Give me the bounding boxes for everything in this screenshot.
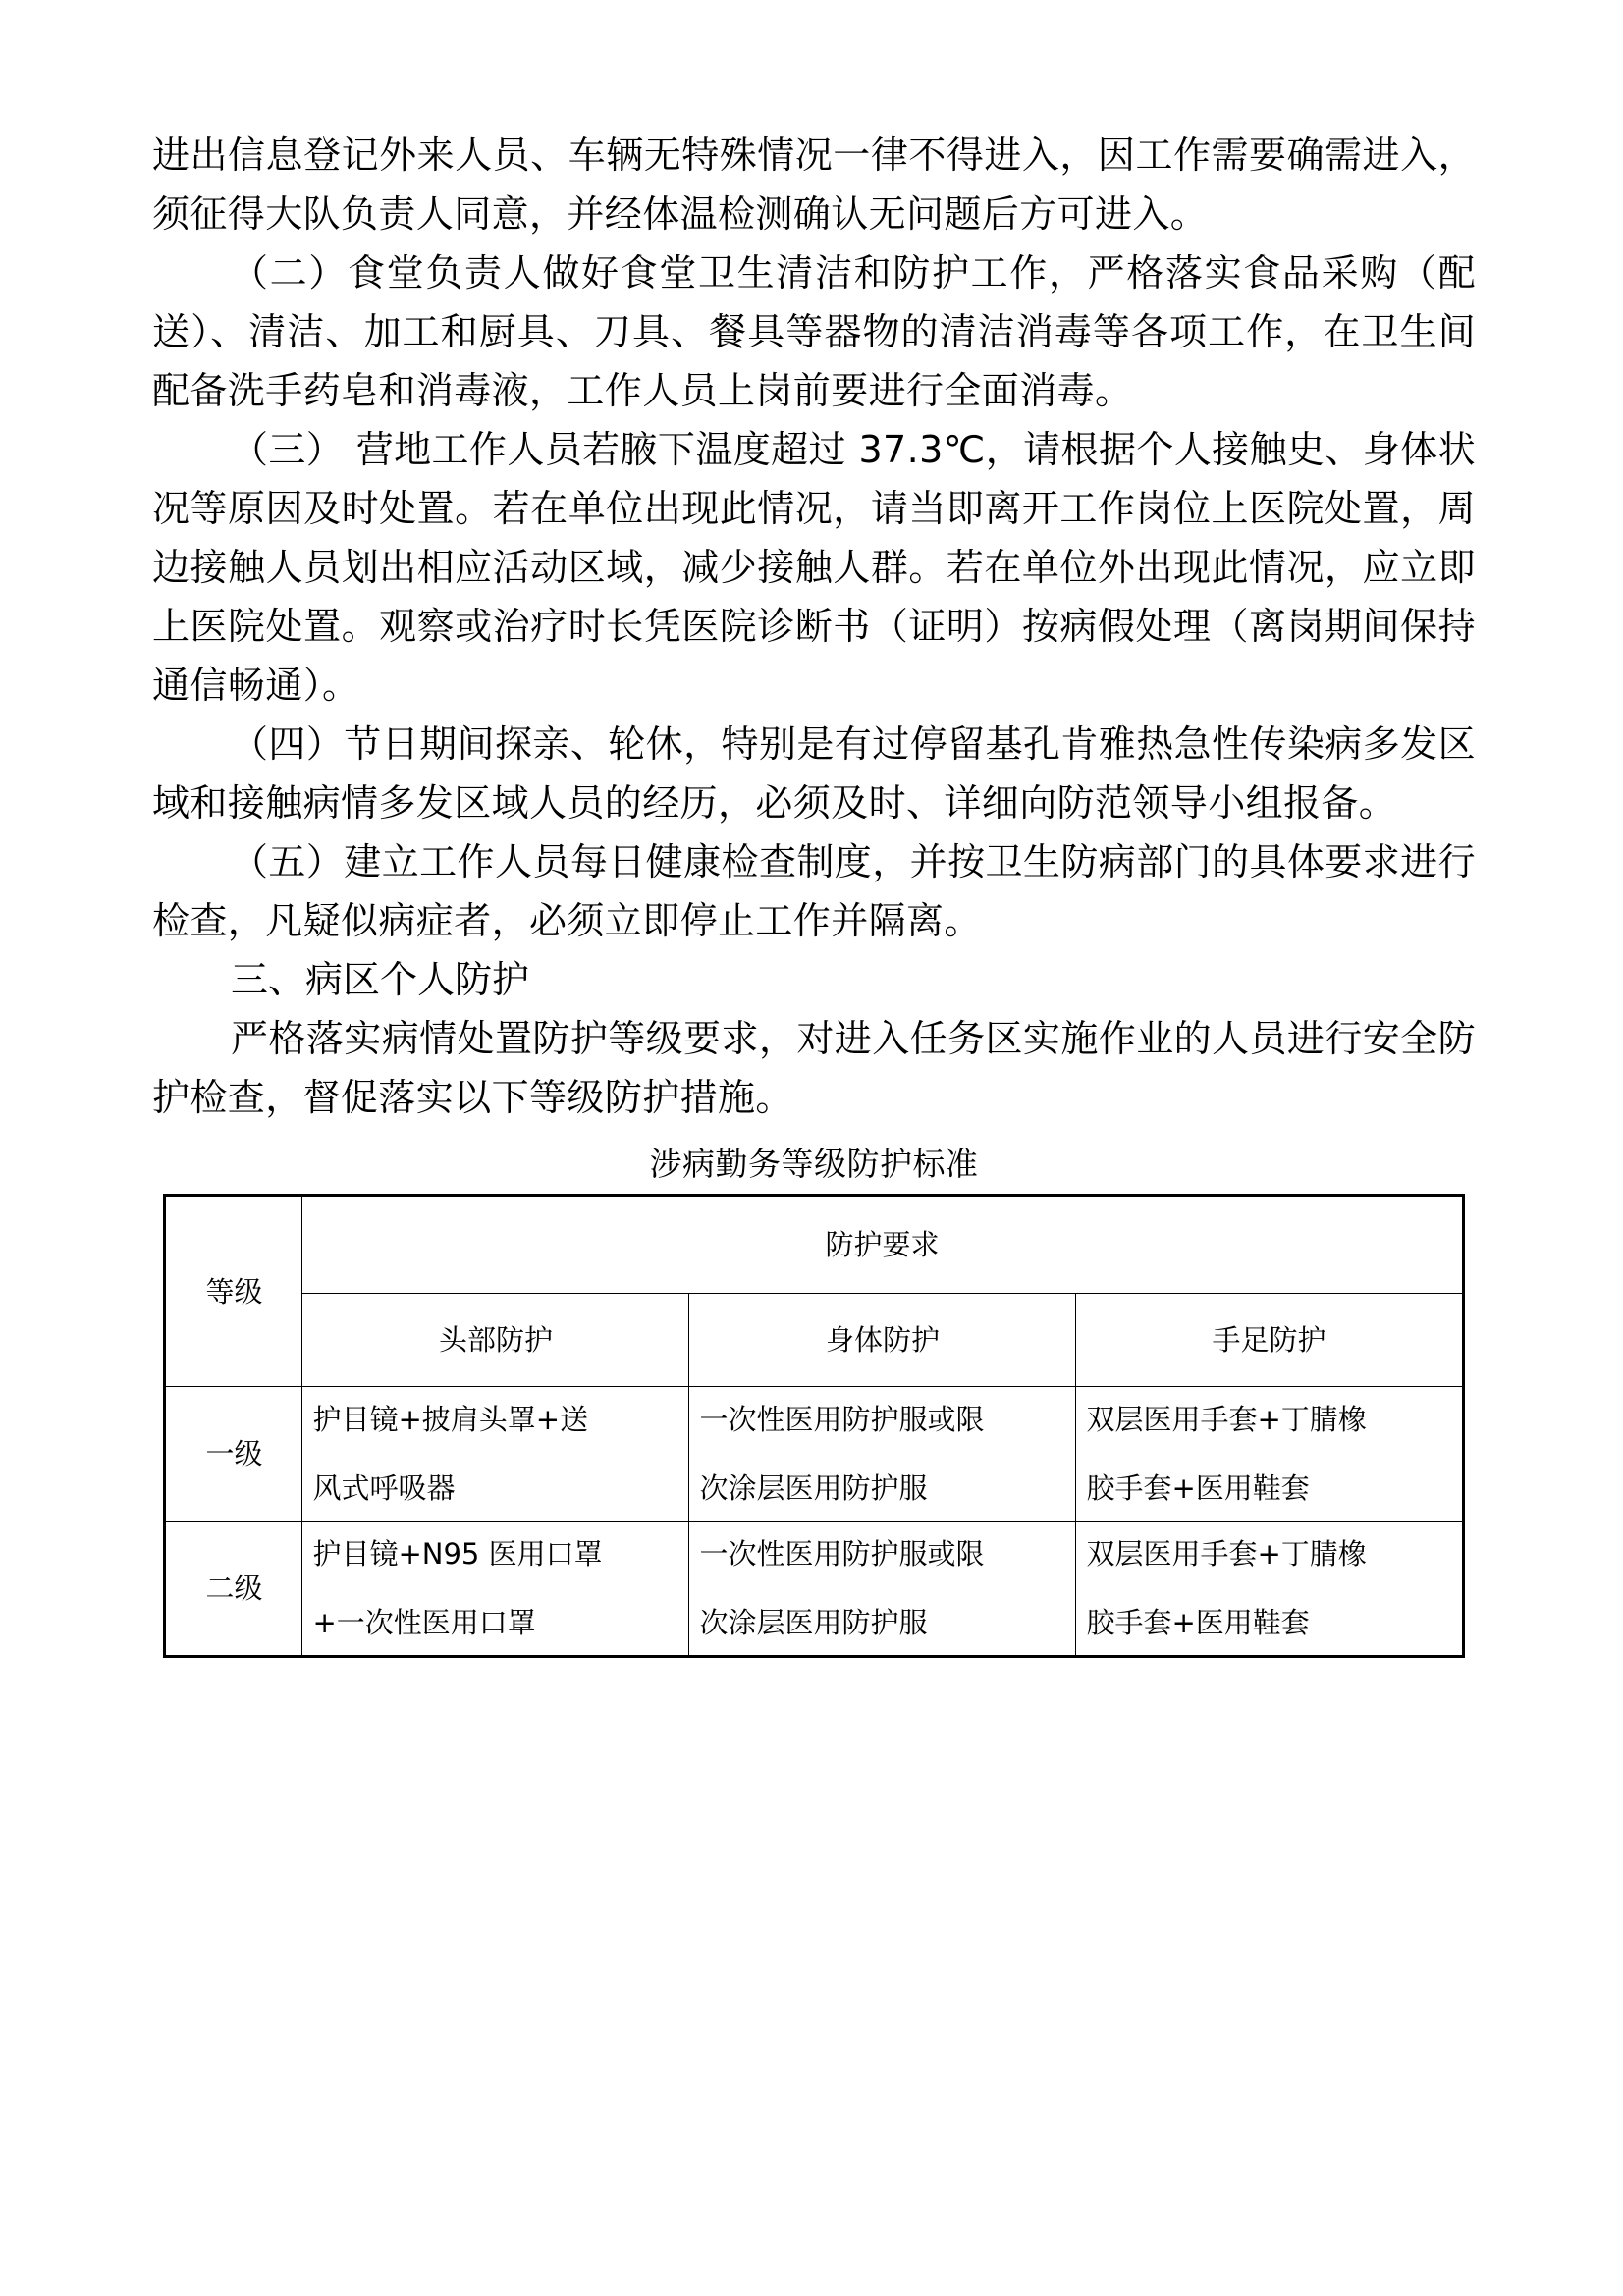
table-cell-level: 二级: [165, 1522, 302, 1657]
table-cell-level: 一级: [165, 1387, 302, 1522]
table-cell-hand-foot-protection: [1076, 1522, 1463, 1657]
table-cell-line: 风式呼吸器: [312, 1471, 456, 1505]
table-title: 涉病勤务等级防护标准: [649, 1145, 979, 1183]
paragraph-item-2-canteen: （二）食堂负责人做好食堂卫生清洁和防护工作，严格落实食品采购（配送）、清洁、加工和厨具、刀具、餐具等器物的清洁消毒等各项工作，在卫生间配备洗手药皂和消毒液，工作人员上岗前要进行全面消毒。: [152, 251, 1476, 412]
table-header-row-group: [165, 1196, 1463, 1294]
table-cell-line: +一次性医用口罩: [312, 1606, 536, 1639]
paragraph-item-3-temperature: （三） 营地工作人员若腋下温度超过 37.3℃，请根据个人接触史、身体状况等原因及时处置。若在单位出现此情况，请当即离开工作岗位上医院处置，周边接触人员划出相应活动区域，减少接触人群。若在单位外出现此情况，应立即上医院处置。观察或治疗时长凭医院诊断书（证明）按病假处理（离岗期间保持通信畅通）。: [152, 428, 1476, 707]
table-cell-head-protection: [302, 1387, 689, 1522]
table-cell-line: 护目镜+N95 医用口罩: [312, 1537, 603, 1571]
table-cell-line: 胶手套+医用鞋套: [1086, 1471, 1310, 1505]
table-row: [165, 1522, 1463, 1657]
paragraph-entry-registration: 进出信息登记外来人员、车辆无特殊情况一律不得进入，因工作需要确需进入，须征得大队负责人同意，并经体温检测确认无问题后方可进入。: [152, 133, 1476, 236]
table-cell-hand-foot-protection: [1076, 1387, 1463, 1522]
section-heading-3: 三、病区个人防护: [231, 958, 530, 1001]
table-cell-body-protection: [689, 1387, 1076, 1522]
document-content: [152, 126, 1476, 1658]
table-cell-head-protection: [302, 1522, 689, 1657]
table-cell-line: 一次性医用防护服或限: [699, 1403, 985, 1436]
table-header-head-protection: 头部防护: [302, 1294, 689, 1387]
table-cell-line: 胶手套+医用鞋套: [1086, 1606, 1310, 1639]
table-header-requirement-group: 防护要求: [302, 1196, 1463, 1294]
table-cell-line: 次涂层医用防护服: [699, 1471, 928, 1505]
table-cell-line: 次涂层医用防护服: [699, 1606, 928, 1639]
table-cell-line: 护目镜+披肩头罩+送: [312, 1403, 589, 1436]
table-cell-body-protection: [689, 1522, 1076, 1657]
table-header-body-protection: 身体防护: [689, 1294, 1076, 1387]
table-row: [165, 1387, 1463, 1522]
table-header-row-sub: [165, 1294, 1463, 1387]
table-cell-line: 双层医用手套+丁腈橡: [1086, 1403, 1367, 1436]
paragraph-section-intro: 严格落实病情处置防护等级要求，对进入任务区实施作业的人员进行安全防护检查，督促落实以下等级防护措施。: [152, 1017, 1476, 1119]
table-cell-line: 双层医用手套+丁腈橡: [1086, 1537, 1367, 1571]
paragraph-item-4-holiday: （四）节日期间探亲、轮休，特别是有过停留基孔肯雅热急性传染病多发区域和接触病情多发区域人员的经历，必须及时、详细向防范领导小组报备。: [152, 722, 1476, 825]
table-cell-line: 一次性医用防护服或限: [699, 1537, 985, 1571]
table-header-level: 等级: [165, 1196, 302, 1387]
paragraph-item-5-health-check: （五）建立工作人员每日健康检查制度，并按卫生防病部门的具体要求进行检查，凡疑似病症者，必须立即停止工作并隔离。: [152, 840, 1476, 942]
protection-standard-table: [163, 1194, 1464, 1658]
table-header-hand-foot-protection: 手足防护: [1076, 1294, 1463, 1387]
